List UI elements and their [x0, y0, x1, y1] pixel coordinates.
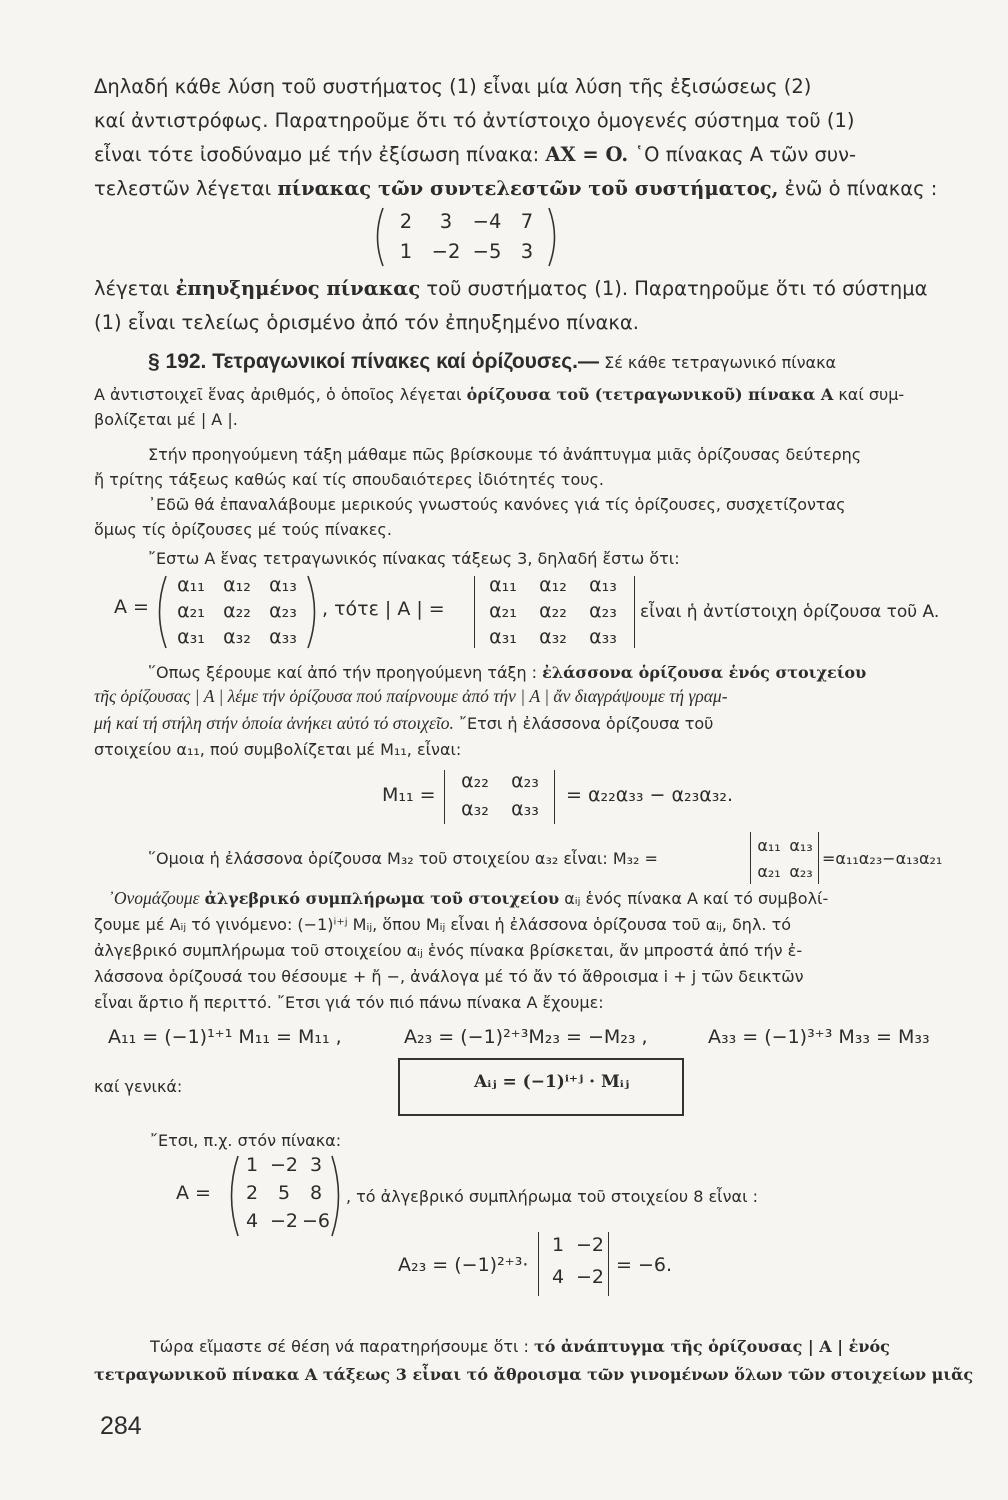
matrix-row: α₃₂ α₃₃: [461, 798, 539, 820]
right-paren: [306, 574, 322, 650]
section-line-2: A ἀντιστοιχεῖ ἕνας ἀριθμός, ὁ ὁποῖος λέγεται ὁρίζουσα τοῦ (τετραγωνικοῦ) πίνακα A καί συμ-: [94, 385, 905, 404]
matrix-row: α₂₂ α₂₃: [461, 770, 539, 792]
page-number: 284: [100, 1412, 142, 1440]
m11-rhs: = α₂₂α₃₃ − α₂₃α₃₂.: [566, 784, 734, 806]
general-formula-box: [398, 1058, 684, 1116]
matrix-row: α₁₁ α₁₂ α₁₃: [177, 574, 297, 596]
after-matrix-line-1: λέγεται ἐπηυξημένος πίνακας τοῦ συστήματος (1). Παρατηροῦμε ὅτι τό σύστημα: [94, 277, 928, 300]
cofactor-line-3: ἀλγεβρικό συμπλήρωμα τοῦ στοιχείου αᵢⱼ ἑνός πίνακα βρίσκεται, ἄν μπροστά ἀπό τήν ἐ-: [94, 941, 803, 960]
det-bar-right: [554, 770, 555, 824]
left-paren: [152, 574, 168, 650]
cofactor-line-5: εἶναι ἄρτιο ἤ περιττό. ῎Ετσι γιά τόν πιό πάνω πίνακα A ἔχουμε:: [94, 993, 604, 1012]
section-heading: § 192. Τετραγωνικοί πίνακες καί ὁρίζουσες.— Σέ κάθε τετραγωνικό πίνακα: [148, 350, 837, 373]
closing-line-1: Τώρα εἴμαστε σέ θέση νά παρατηρήσουμε ὅτι : τό ἀνάπτυγμα τῆς ὁρίζουσας | A | ἑνός: [150, 1337, 890, 1356]
augmented-matrix: [370, 206, 562, 268]
a23-rhs: = −6.: [616, 1254, 673, 1276]
m32-rhs: =α₁₁α₂₃−α₁₃α₂₁: [822, 849, 943, 868]
cofactor-line-1: ᾿Ονομάζουμε ἀλγεβρικό συμπλήρωμα τοῦ στοιχείου αᵢⱼ ἑνός πίνακα A καί τό συμβολί-: [108, 888, 829, 908]
det-bar-left: [444, 770, 445, 824]
matrix-row: 2 3 −4 7: [399, 210, 534, 233]
matrix-row: α₃₁ α₃₂ α₃₃: [177, 626, 297, 648]
right-paren: [330, 1154, 346, 1238]
para-4: ὅμως τίς ὁρίζουσες μέ τούς πίνακες.: [94, 520, 392, 539]
para-5: ῎Εστω A ἕνας τετραγωνικός πίνακας τάξεως 3, δηλαδή ἔστω ὅτι:: [148, 549, 680, 568]
example-a33: A₃₃ = (−1)³⁺³ M₃₃ = M₃₃: [708, 1026, 930, 1048]
det-a: [474, 574, 636, 650]
det-bar-left: [750, 832, 751, 884]
det-bar-right: [818, 832, 819, 884]
then-det-label: , τότε | A | =: [322, 598, 445, 620]
after-matrix-line-2: (1) εἶναι τελείως ὁρισμένο ἀπό τόν ἐπηυξημένο πίνακα.: [94, 311, 639, 334]
intro-line-1: Δηλαδή κάθε λύση τοῦ συστήματος (1) εἶναι μία λύση τῆς ἐξισώσεως (2): [94, 75, 812, 98]
para-2: ἤ τρίτης τάξεως καθώς καί τίς σπουδαιότερες ἰδιότητές τους.: [94, 470, 604, 489]
m32-text: ῞Ομοια ἡ ἐλάσσονα ὁρίζουσα M₃₂ τοῦ στοιχείου α₃₂ εἶναι: M₃₂ =: [148, 849, 658, 868]
matrix-row: 2 5 8: [245, 1182, 323, 1204]
para-3: ᾿Εδῶ θά ἐπαναλάβουμε μερικούς γνωστούς κανόνες γιά τίς ὁρίζουσες, συσχετίζοντας: [148, 495, 846, 514]
matrix-row: α₃₁ α₃₂ α₃₃: [489, 626, 617, 648]
matrix-row: 1 −2: [551, 1234, 604, 1256]
minor-line-4: στοιχείου α₁₁, πού συμβολίζεται μέ M₁₁, εἶναι:: [94, 740, 462, 759]
cofactor-line-4: λάσσονα ὁρίζουσά του θέσουμε + ἤ −, ἀνάλογα μέ τό ἄν τό ἄθροισμα i + j τῶν δεικτῶν: [94, 967, 804, 986]
general-formula: Aᵢⱼ = (−1)ⁱ⁺ʲ · Mᵢⱼ: [474, 1072, 630, 1092]
intro-line-2: καί ἀντιστρόφως. Παρατηροῦμε ὅτι τό ἀντίστοιχο ὁμογενές σύστημα τοῦ (1): [94, 109, 855, 132]
para-1: Στήν προηγούμενη τάξη μάθαμε πῶς βρίσκουμε τό ἀνάπτυγμα μιᾶς ὁρίζουσας δεύτερης: [148, 445, 862, 464]
det-bar-left: [538, 1232, 539, 1296]
intro-line-3: εἶναι τότε ἰσοδύναμο μέ τήν ἐξίσωση πίνακα: AX = O. ῾Ο πίνακας A τῶν συν-: [94, 143, 857, 166]
matrix-row: 4 −2: [551, 1266, 604, 1288]
minor-line-1: ῞Οπως ξέρουμε καί ἀπό τήν προηγούμενη τάξη : ἐλάσσονα ὁρίζουσα ἑνός στοιχείου: [148, 663, 867, 682]
matrix-row: α₁₁ α₁₂ α₁₃: [489, 574, 617, 596]
det-a-tail: εἶναι ἡ ἀντίστοιχη ὁρίζουσα τοῦ A.: [640, 602, 940, 622]
left-paren: [370, 206, 386, 268]
intro-line-4: τελεστῶν λέγεται πίνακας τῶν συντελεστῶν τοῦ συστήματος, ἐνῶ ὁ πίνακας :: [94, 177, 938, 200]
det-bar-right: [608, 1232, 609, 1296]
example2-intro: ῎Ετσι, π.χ. στόν πίνακα:: [150, 1131, 342, 1150]
minor-line-3: μή καί τή στήλη στήν ὁποία ἀνήκει αὐτό τό στοιχεῖο. ῎Ετσι ἡ ἐλάσσονα ὁρίζουσα τοῦ: [94, 713, 714, 733]
minor-line-2: τῆς ὁρίζουσας | A | λέμε τήν ὁρίζουσα πού παίρνουμε ἀπό τήν | A | ἄν διαγράψουμε τή γραμ-: [94, 686, 728, 706]
a23-det: [538, 1232, 610, 1296]
matrix-row: 4 −2 −6: [245, 1210, 330, 1232]
matrix-row: 1 −2 3: [245, 1154, 323, 1176]
example2-matrix: [224, 1154, 346, 1238]
det-bar-right: [634, 576, 635, 648]
example-a23: A₂₃ = (−1)²⁺³M₂₃ = −M₂₃ ,: [404, 1026, 648, 1048]
closing-line-2: τετραγωνικοῦ πίνακα A τάξεως 3 εἶναι τό ἄθροισμα τῶν γινομένων ὅλων τῶν στοιχείων μιᾶς: [94, 1365, 974, 1384]
example2-text: , τό ἀλγεβρικό συμπλήρωμα τοῦ στοιχείου 8 εἶναι :: [346, 1187, 758, 1206]
section-line-3: βολίζεται μέ | A |.: [94, 410, 238, 429]
matrix-a-lhs: A =: [114, 596, 149, 618]
right-paren: [546, 206, 562, 268]
example2-lhs: A =: [176, 1182, 211, 1204]
m32-det: [750, 832, 820, 884]
det-bar-left: [474, 576, 475, 648]
example-a11: A₁₁ = (−1)¹⁺¹ M₁₁ = M₁₁ ,: [108, 1026, 342, 1048]
matrix-row: α₁₁ α₁₃: [757, 836, 813, 855]
m11-det: [444, 770, 556, 824]
a23-lhs: A₂₃ = (−1)²⁺³·: [398, 1254, 529, 1276]
m11-lhs: M₁₁ =: [382, 784, 436, 806]
matrix-row: 1 −2 −5 3: [399, 240, 534, 263]
cofactor-line-2: ζουμε μέ Aᵢⱼ τό γινόμενο: (−1)ⁱ⁺ʲ Mᵢⱼ, ὅπου Mᵢⱼ εἶναι ἡ ἐλάσσονα ὁρίζουσα τοῦ αᵢⱼ, δηλ. τό: [94, 915, 791, 934]
matrix-a: [152, 574, 322, 650]
matrix-row: α₂₁ α₂₂ α₂₃: [489, 600, 617, 622]
matrix-row: α₂₁ α₂₂ α₂₃: [177, 600, 297, 622]
general-label: καί γενικά:: [94, 1077, 183, 1096]
matrix-row: α₂₁ α₂₃: [757, 862, 813, 881]
